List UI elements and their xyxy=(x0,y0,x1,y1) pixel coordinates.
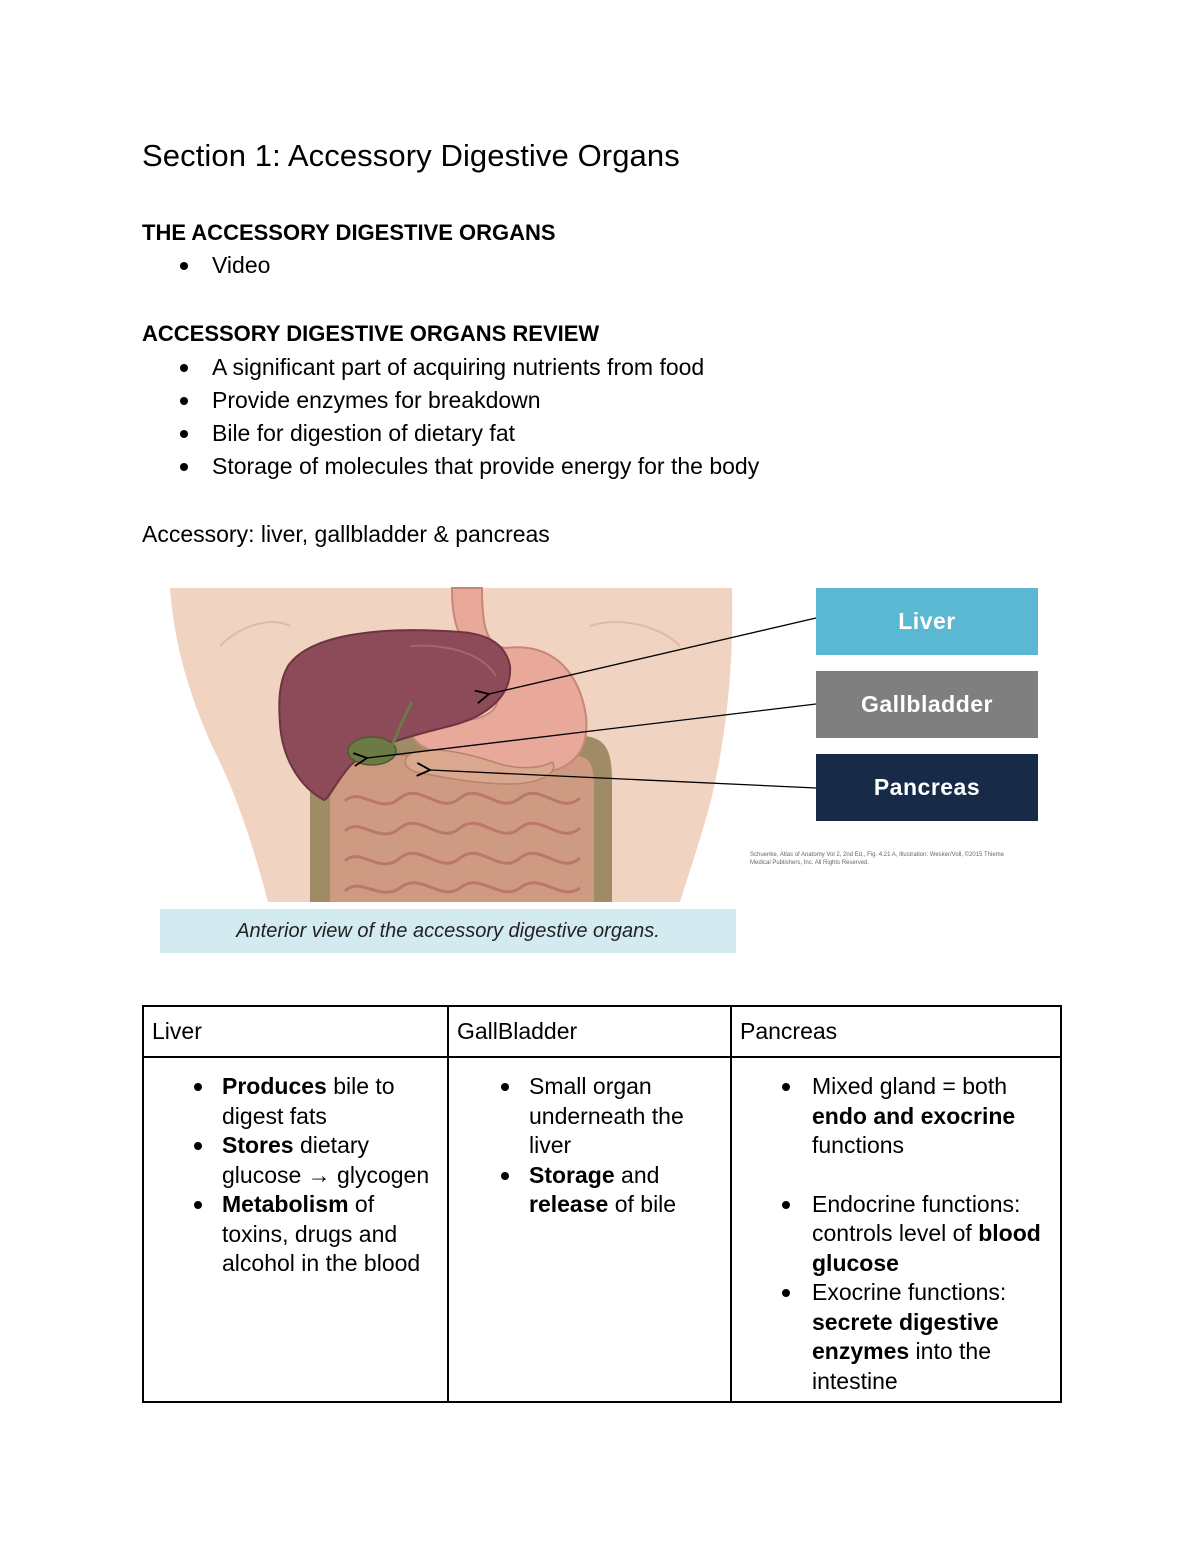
header-pancreas: Pancreas xyxy=(731,1006,1061,1057)
accessory-organs-line: Accessory: liver, gallbladder & pancreas xyxy=(142,521,550,547)
list-item: Exocrine functions: secrete digestive enzymes into the intestine xyxy=(732,1278,1052,1396)
review-bullet-list xyxy=(178,351,759,483)
list-item: Mixed gland = both endo and exocrine functions xyxy=(732,1072,1052,1161)
table-row xyxy=(143,1057,1061,1402)
organs-table xyxy=(142,1005,1062,1403)
pancreas-label: Pancreas xyxy=(816,754,1038,821)
liver-cell xyxy=(143,1057,448,1402)
list-item: Bile for digestion of dietary fat xyxy=(178,417,759,450)
list-item: Storage and release of bile xyxy=(449,1161,722,1220)
section-heading-organs: THE ACCESSORY DIGESTIVE ORGANS xyxy=(142,220,556,245)
section-heading-review: ACCESSORY DIGESTIVE ORGANS REVIEW xyxy=(142,321,600,346)
list-item: Storage of molecules that provide energy for the body xyxy=(178,450,759,483)
table-header-row xyxy=(143,1006,1061,1057)
list-item: Small organ underneath the liver xyxy=(449,1072,722,1161)
header-liver: Liver xyxy=(143,1006,448,1057)
organs-bullet-list xyxy=(178,249,270,282)
list-item: A significant part of acquiring nutrients from food xyxy=(178,351,759,384)
figure-credit: Schuenke, Atlas of Anatomy Vol 2, 2nd Ed., Fig. 4.21 A, Illustration: Wesker/Voll, ©2015 Thieme Medical Publishers, Inc. All Rights Reserved. xyxy=(750,852,1005,866)
list-item: Provide enzymes for breakdown xyxy=(178,384,759,417)
anatomy-figure xyxy=(160,586,1040,956)
list-item: Metabolism of toxins, drugs and alcohol in the blood xyxy=(144,1190,439,1279)
video-link[interactable]: Video xyxy=(178,249,270,282)
header-gallbladder: GallBladder xyxy=(448,1006,731,1057)
page-title: Section 1: Accessory Digestive Organs xyxy=(142,138,680,173)
list-item: Produces bile to digest fats xyxy=(144,1072,439,1131)
figure-caption: Anterior view of the accessory digestive organs. xyxy=(160,909,736,953)
pancreas-cell xyxy=(731,1057,1061,1402)
list-item: Stores dietary glucose → glycogen xyxy=(144,1131,439,1190)
gallbladder-cell xyxy=(448,1057,731,1402)
liver-label: Liver xyxy=(816,588,1038,655)
gallbladder-label: Gallbladder xyxy=(816,671,1038,738)
list-item: Endocrine functions: controls level of blood glucose xyxy=(732,1190,1052,1279)
